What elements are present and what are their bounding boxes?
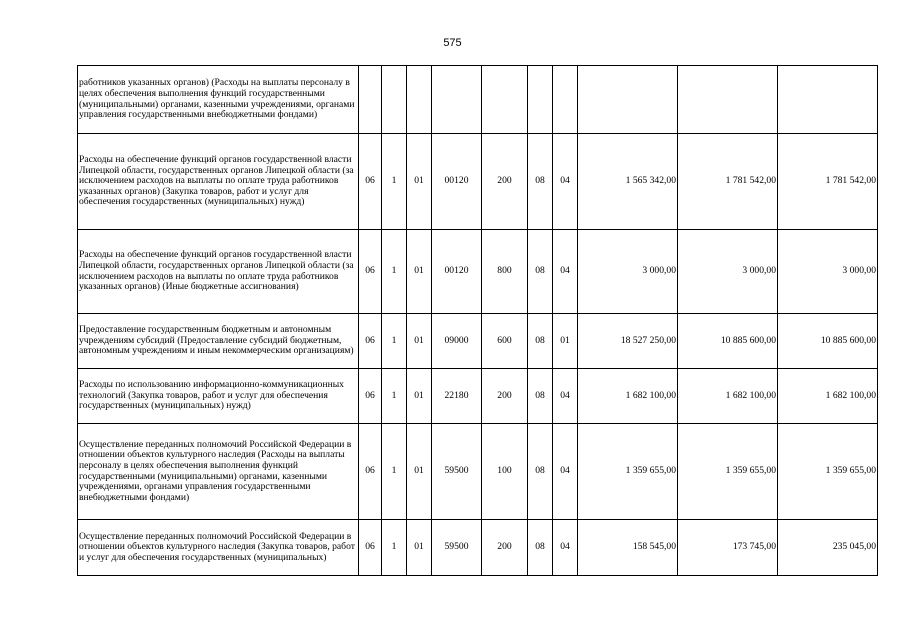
code-cell: 01 [407, 424, 432, 520]
amount-cell: 1 359 655,00 [778, 424, 878, 520]
amount-cell: 158 545,00 [578, 520, 678, 576]
amount-cell: 18 527 250,00 [578, 314, 678, 369]
amount-cell: 1 781 542,00 [678, 134, 778, 230]
page-number: 575 [443, 37, 462, 49]
amount-cell: 235 045,00 [778, 520, 878, 576]
code-cell: 1 [382, 314, 407, 369]
code-cell: 200 [482, 134, 528, 230]
code-cell: 01 [407, 230, 432, 314]
code-cell: 1 [382, 134, 407, 230]
code-cell: 01 [407, 520, 432, 576]
code-cell: 00120 [432, 134, 482, 230]
row-description: Расходы на обеспечение функций органов государственной власти Липецкой области, государственных органов Липецкой области (за исключением расходов на выплаты по оплате труда работников указанных органов) (Закупка товаров, работ и услуг для обеспечения государственных (муниципальных) нужд) [78, 134, 359, 230]
code-cell [553, 66, 578, 134]
amount-cell: 3 000,00 [778, 230, 878, 314]
code-cell: 01 [407, 369, 432, 424]
code-cell: 06 [359, 314, 382, 369]
code-cell [382, 66, 407, 134]
code-cell: 04 [553, 424, 578, 520]
code-cell: 1 [382, 369, 407, 424]
table-row [78, 134, 878, 230]
code-cell: 04 [553, 520, 578, 576]
code-cell: 04 [553, 134, 578, 230]
amount-cell [778, 66, 878, 134]
code-cell: 01 [553, 314, 578, 369]
code-cell: 59500 [432, 520, 482, 576]
code-cell: 1 [382, 520, 407, 576]
amount-cell: 1 781 542,00 [778, 134, 878, 230]
code-cell: 59500 [432, 424, 482, 520]
code-cell: 08 [528, 520, 553, 576]
code-cell: 04 [553, 369, 578, 424]
amount-cell: 173 745,00 [678, 520, 778, 576]
code-cell: 1 [382, 424, 407, 520]
amount-cell: 3 000,00 [578, 230, 678, 314]
code-cell: 600 [482, 314, 528, 369]
table-row [78, 230, 878, 314]
code-cell: 06 [359, 520, 382, 576]
row-description: работников указанных органов) (Расходы на выплаты персоналу в целях обеспечения выполнения функций государственными (муниципальными) органами, казенными учреждениями, органами управления государственными внебюджетными фондами) [78, 66, 359, 134]
code-cell [528, 66, 553, 134]
code-cell: 09000 [432, 314, 482, 369]
amount-cell: 1 565 342,00 [578, 134, 678, 230]
code-cell: 04 [553, 230, 578, 314]
row-description: Осуществление переданных полномочий Российской Федерации в отношении объектов культурного наследия (Расходы на выплаты персоналу в целях обеспечения выполнения функций государственными (муниципальными) органами, казенными учреждениями, органами управления государственными внебюджетными фондами) [78, 424, 359, 520]
code-cell: 08 [528, 369, 553, 424]
amount-cell: 1 682 100,00 [778, 369, 878, 424]
amount-cell: 3 000,00 [678, 230, 778, 314]
amount-cell: 1 359 655,00 [678, 424, 778, 520]
table-row [78, 369, 878, 424]
row-description: Предоставление государственным бюджетным и автономным учреждениям субсидий (Предоставление субсидий бюджетным, автономным учреждениям и иным некоммерческим организациям) [78, 314, 359, 369]
code-cell [407, 66, 432, 134]
amount-cell: 1 682 100,00 [678, 369, 778, 424]
code-cell: 100 [482, 424, 528, 520]
code-cell: 06 [359, 134, 382, 230]
code-cell [432, 66, 482, 134]
budget-table [77, 65, 878, 576]
code-cell: 08 [528, 424, 553, 520]
table-row [78, 520, 878, 576]
code-cell: 06 [359, 369, 382, 424]
code-cell [359, 66, 382, 134]
amount-cell [578, 66, 678, 134]
amount-cell: 10 885 600,00 [778, 314, 878, 369]
amount-cell: 1 359 655,00 [578, 424, 678, 520]
code-cell [482, 66, 528, 134]
code-cell: 800 [482, 230, 528, 314]
row-description: Расходы на обеспечение функций органов государственной власти Липецкой области, государственных органов Липецкой области (за исключением расходов на выплаты по оплате труда работников указанных органов) (Иные бюджетные ассигнования) [78, 230, 359, 314]
amount-cell [678, 66, 778, 134]
code-cell: 06 [359, 424, 382, 520]
code-cell: 06 [359, 230, 382, 314]
code-cell: 22180 [432, 369, 482, 424]
code-cell: 200 [482, 520, 528, 576]
code-cell: 08 [528, 134, 553, 230]
code-cell: 00120 [432, 230, 482, 314]
table-row [78, 424, 878, 520]
amount-cell: 10 885 600,00 [678, 314, 778, 369]
row-description: Осуществление переданных полномочий Российской Федерации в отношении объектов культурного наследия (Закупка товаров, работ и услуг для обеспечения государственных (муниципальных) [78, 520, 359, 576]
table-row [78, 66, 878, 134]
code-cell: 08 [528, 230, 553, 314]
row-description: Расходы по использованию информационно-коммуникационных технологий (Закупка товаров, работ и услуг для обеспечения государственных (муниципальных) нужд) [78, 369, 359, 424]
code-cell: 200 [482, 369, 528, 424]
code-cell: 08 [528, 314, 553, 369]
amount-cell: 1 682 100,00 [578, 369, 678, 424]
code-cell: 1 [382, 230, 407, 314]
code-cell: 01 [407, 134, 432, 230]
code-cell: 01 [407, 314, 432, 369]
table-row [78, 314, 878, 369]
